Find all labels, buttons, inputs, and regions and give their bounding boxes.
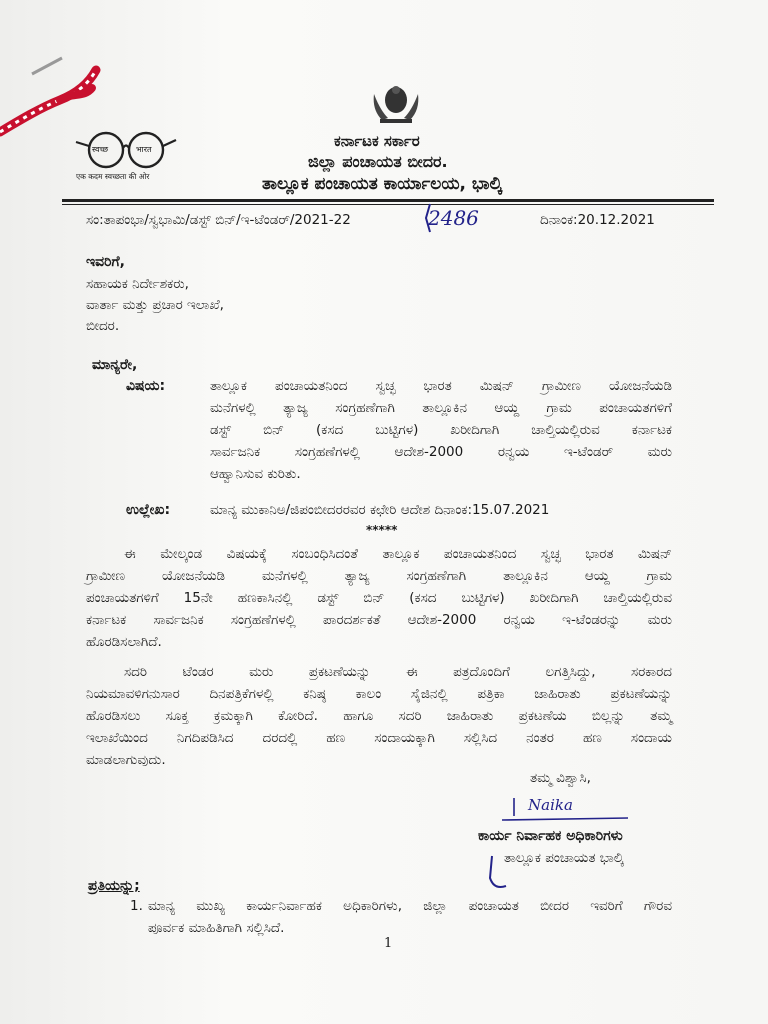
- swachh-bharat-logo: [72, 128, 182, 184]
- karnataka-emblem-icon: [368, 80, 424, 126]
- letter-date: ದಿನಾಂಕ:20.12.2021: [540, 212, 655, 228]
- office-name: ತಾಲ್ಲೂಕ ಪಂಚಾಯತ ಭಾಲ್ಕಿ: [504, 850, 624, 866]
- copy-item-number: 1.: [130, 898, 143, 914]
- salutation: ಮಾನ್ಯರೇ,: [92, 357, 138, 373]
- para1-line-1: ಈ ಮೇಲ್ಕಂಡ ವಿಷಯಕ್ಕೆ ಸಂಬಂಧಿಸಿದಂತೆ ತಾಲ್ಲೂಕ ಪಂಚಾಯತನಿಂದ ಸ್ವಚ್ಛ ಭಾರತ ಮಿಷನ್: [124, 546, 672, 562]
- header-district: ಜಿಲ್ಲಾ ಪಂಚಾಯತ ಬೀದರ.: [308, 152, 448, 171]
- para2-line-2: ನಿಯಮಾವಳಿಗನುಸಾರ ದಿನಪತ್ರಿಕೆಗಳಲ್ಲಿ ಕನಿಷ್ಠ ಕಾಲಂ ಸೈಜಿನಲ್ಲಿ ಪತ್ರಿಕಾ ಜಾಹಿರಾತು ಪ್ರಕಟಣೆಯನ್ನು: [86, 686, 672, 702]
- bharat-text: भारत: [136, 145, 152, 154]
- para1-line-2: ಗ್ರಾಮೀಣ ಯೋಜನೆಯಡಿ ಮನೆಗಳಲ್ಲಿ ತ್ಯಾಜ್ಯ ಸಂಗ್ರಹಣೆಗಾಗಿ ತಾಲ್ಲೂಕಿನ ಆಯ್ದ ಗ್ರಾಮ: [86, 568, 672, 584]
- copy-label: ಪ್ರತಿಯನ್ನು;: [88, 878, 140, 894]
- yours-faithfully: ತಮ್ಮ ವಿಶ್ವಾಸಿ,: [530, 770, 591, 786]
- header-government: ಕರ್ನಾಟಕ ಸರ್ಕಾರ: [334, 132, 420, 150]
- subject-line-3: ಡಸ್ಟ್ ಬಿನ್ (ಕಸದ ಬುಟ್ಟಿಗಳ) ಖರೀದಿಗಾಗಿ ಚಾಲ್ತಿಯಲ್ಲಿರುವ ಕರ್ನಾಟಕ: [210, 422, 672, 438]
- para2-line-3: ಹೊರಡಿಸಲು ಸೂಕ್ತ ಕ್ರಮಕ್ಕಾಗಿ ಕೋರಿದೆ. ಹಾಗೂ ಸದರಿ ಜಾಹಿರಾತು ಪ್ರಕಟಣೆಯ ಬಿಲ್ಲನ್ನು ತಮ್ಮ: [86, 708, 672, 724]
- para1-line-5: ಹೊರಡಿಸಲಾಗಿದೆ.: [86, 634, 162, 650]
- subject-line-2: ಮನೆಗಳಲ್ಲಿ ತ್ಯಾಜ್ಯ ಸಂಗ್ರಹಣೆಗಾಗಿ ತಾಲ್ಲೂಕಿನ ಆಯ್ದ ಗ್ರಾಮ ಪಂಚಾಯತಗಳಿಗೆ: [210, 400, 672, 416]
- to-line-2: ವಾರ್ತಾ ಮತ್ತು ಪ್ರಚಾರ ಇಲಾಖೆ,: [86, 297, 224, 313]
- subject-line-1: ತಾಲ್ಲೂಕ ಪಂಚಾಯತನಿಂದ ಸ್ವಚ್ಛ ಭಾರತ ಮಿಷನ್ ಗ್ರಾಮೀಣ ಯೋಜನೆಯಡಿ: [210, 378, 672, 394]
- to-line-1: ಸಹಾಯಕ ನಿರ್ದೇಶಕರು,: [86, 276, 189, 292]
- to-line-3: ಬೀದರ.: [86, 318, 120, 334]
- copy-line-1: ಮಾನ್ಯ ಮುಖ್ಯ ಕಾರ್ಯನಿರ್ವಾಹಕ ಅಧಿಕಾರಿಗಳು, ಜಿಲ್ಲಾ ಪಂಚಾಯತ ಬೀದರ ಇವರಿಗೆ ಗೌರವ: [148, 898, 672, 914]
- separator-stars: *****: [366, 523, 398, 537]
- header-rule-thin: [62, 204, 714, 205]
- subject-label: ವಿಷಯ:: [126, 378, 166, 394]
- reference-label: ಉಲ್ಲೇಖ:: [126, 502, 171, 518]
- page-number: 1: [384, 936, 393, 951]
- reference-text: ಮಾನ್ಯ ಮುಕಾನಿಅ/ಜಿಪಂಬೀದರರವರ ಕಛೇರಿ ಆದೇಶ ದಿನಾಂಕ:15.07.2021: [210, 502, 550, 518]
- swachh-text: स्वच्छ: [92, 145, 109, 154]
- subject-line-4: ಸಾರ್ವಜನಿಕ ಸಂಗ್ರಹಣೆಗಳಲ್ಲಿ ಆದೇಶ-2000 ರನ್ವಯ ಇ-ಟೆಂಡರ್ ಮರು: [210, 444, 672, 460]
- para2-line-5: ಮಾಡಲಾಗುವುದು.: [86, 752, 166, 768]
- handwritten-number: 2486: [428, 206, 479, 230]
- signature-block: [500, 790, 630, 830]
- tag-string-icon: [0, 30, 110, 140]
- handwritten-number-box: [418, 200, 490, 236]
- designation: ಕಾರ್ಯ ನಿರ್ವಾಹಕ ಅಧಿಕಾರಿಗಳು: [478, 828, 623, 844]
- swachh-tagline: एक कदम स्वच्छता की ओर: [76, 172, 150, 181]
- para2-line-1: ಸದರಿ ಟೆಂಡರ ಮರು ಪ್ರಕಟಣೆಯನ್ನು ಈ ಪತ್ರದೊಂದಿಗೆ ಲಗತ್ತಿಸಿದ್ದು, ಸರಕಾರದ: [124, 664, 672, 680]
- signature: Naika: [528, 796, 573, 814]
- subject-line-5: ಆಹ್ವಾನಿಸುವ ಕುರಿತು.: [210, 466, 301, 482]
- reference-number: ಸಂ:ತಾಪಂಭಾ/ಸ್ವಭಾಮಿ/ಡಸ್ಟ್ ಬಿನ್/ಇ-ಟೆಂಡರ್/2021-22: [86, 212, 351, 228]
- to-heading: ಇವರಿಗೆ,: [86, 254, 125, 270]
- copy-line-2: ಪೂರ್ವಕ ಮಾಹಿತಿಗಾಗಿ ಸಲ್ಲಿಸಿದೆ.: [148, 920, 285, 936]
- para2-line-4: ಇಲಾಖೆಯಿಂದ ನಿಗದಿಪಡಿಸಿದ ದರದಲ್ಲಿ ಹಣ ಸಂದಾಯಕ್ಕಾಗಿ ಸಲ್ಲಿಸಿದ ನಂತರ ಹಣ ಸಂದಾಯ: [86, 730, 672, 746]
- para1-line-4: ಕರ್ನಾಟಕ ಸಾರ್ವಜನಿಕ ಸಂಗ್ರಹಣೆಗಳಲ್ಲಿ ಪಾರದರ್ಶಕತೆ ಆದೇಶ-2000 ರನ್ವಯ ಇ-ಟೆಂಡರನ್ನು ಮರು: [86, 612, 672, 628]
- stamp-mark-icon: [484, 852, 514, 894]
- header-rule-thick: [62, 199, 714, 202]
- para1-line-3: ಪಂಚಾಯತಗಳಿಗೆ 15ನೇ ಹಣಕಾಸಿನಲ್ಲಿ ಡಸ್ಟ್ ಬಿನ್ (ಕಸದ ಬುಟ್ಟಿಗಳ) ಖರೀದಿಗಾಗಿ ಚಾಲ್ತಿಯಲ್ಲಿರುವ: [86, 590, 672, 606]
- header-office: ತಾಲ್ಲೂಕ ಪಂಚಾಯತ ಕಾರ್ಯಾಲಯ, ಭಾಲ್ಕಿ: [262, 174, 502, 194]
